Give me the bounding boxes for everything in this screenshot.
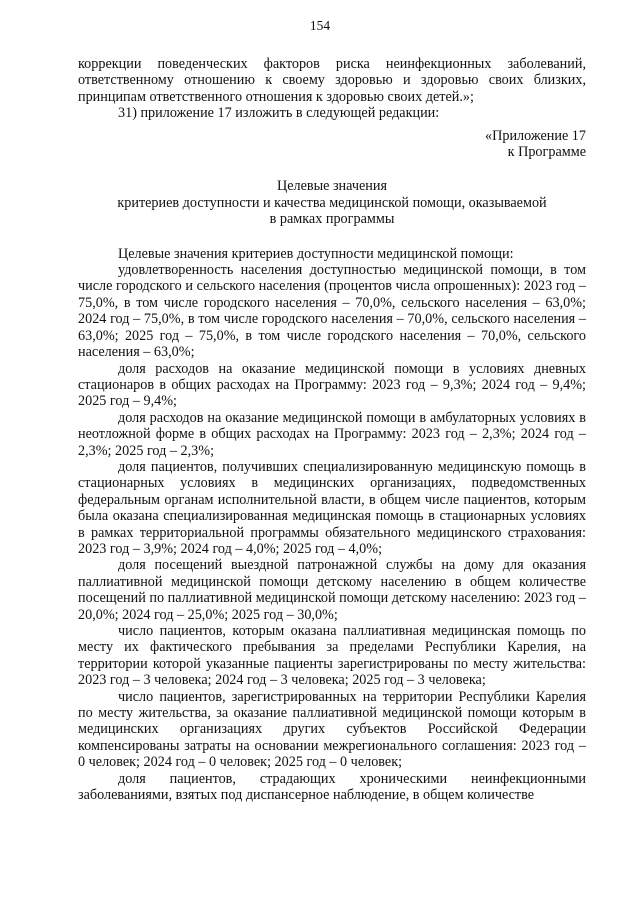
criterion-paragraph: число пациентов, зарегистрированных на территории Республики Карелия по месту жительства, за оказание паллиативной медицинской помощи которым в медицинских организациях других субъектов Российской Федерации компенсированы затраты на основании межрегионального соглашения: 2023 год – 0 человек; 2024 год – 0 человек; 2025 год – 0 человек;: [78, 688, 586, 771]
subheading: Целевые значения критериев доступности медицинской помощи:: [118, 245, 514, 262]
document-body: [78, 56, 586, 803]
heading-line2: критериев доступности и качества медицинской помощи, оказываемой: [117, 194, 547, 211]
intro-paragraph: коррекции поведенческих факторов риска неинфекционных заболеваний, ответственному отношению к своему здоровью и здоровью своих близких, принципам ответственного отношения к здоровью своих детей.»;: [78, 56, 586, 105]
criterion-paragraph: доля пациентов, страдающих хроническими неинфекционными заболеваниями, взятых под диспансерное наблюдение, в общем количестве: [78, 770, 586, 804]
criterion-paragraph: доля расходов на оказание медицинской помощи в амбулаторных условиях в неотложной форме в общих расходах на Программу: 2023 год – 2,3%; 2024 год – 2,3%; 2025 год – 2,3%;: [78, 409, 586, 459]
criterion-paragraph: число пациентов, которым оказана паллиативная медицинская помощь по месту их фактического пребывания за пределами Республики Карелия, на территории которой указанные пациенты зарегистрированы по месту жительства: 2023 год – 3 человека; 2024 год – 3 человека; 2025 год – 3 человека;: [78, 623, 586, 689]
page-number: 154: [309, 18, 331, 33]
heading-line3: в рамках программы: [269, 211, 395, 228]
criterion-paragraph: доля пациентов, получивших специализированную медицинскую помощь в стационарных условиях в медицинских организациях, подведомственных федеральным органам исполнительной власти, в общем числе пациентов, которым была оказана специализированная медицинская помощь в стационарных условиях в рамках территориальной программы обязательного медицинского страхования: 2023 год – 3,9%; 2024 год – 4,0%; 2025 год – 4,0%;: [78, 458, 586, 557]
heading-line1: Целевые значения: [276, 178, 388, 195]
amendment-item-31: 31) приложение 17 изложить в следующей редакции:: [118, 105, 440, 122]
criterion-paragraph: доля посещений выездной патронажной службы на дому для оказания паллиативной медицинской помощи детскому населению в общем количестве посещений по паллиативной медицинской помощи детскому населению: 2023 год – 20,0%; 2024 год – 25,0%; 2025 год – 30,0%;: [78, 557, 586, 623]
appendix-reference-line2: к Программе: [507, 144, 586, 161]
criterion-paragraph: доля расходов на оказание медицинской помощи в условиях дневных стационаров в общих расходах на Программу: 2023 год – 9,3%; 2024 год – 9,4%; 2025 год – 9,4%;: [78, 360, 586, 410]
appendix-reference-line1: «Приложение 17: [485, 127, 586, 144]
criterion-paragraph: удовлетворенность населения доступностью медицинской помощи, в том числе городского и сельского населения (процентов числа опрошенных): 2023 год – 75,0%, в том числе городского населения – 70,0%, сельского населения – 63,0%; 2024 год – 75,0%, в том числе городского населения – 70,0%, сельского населения – 63,0%; 2025 год – 75,0%, в том числе городского населения – 70,0%, сельского населения – 63,0%;: [78, 262, 586, 361]
